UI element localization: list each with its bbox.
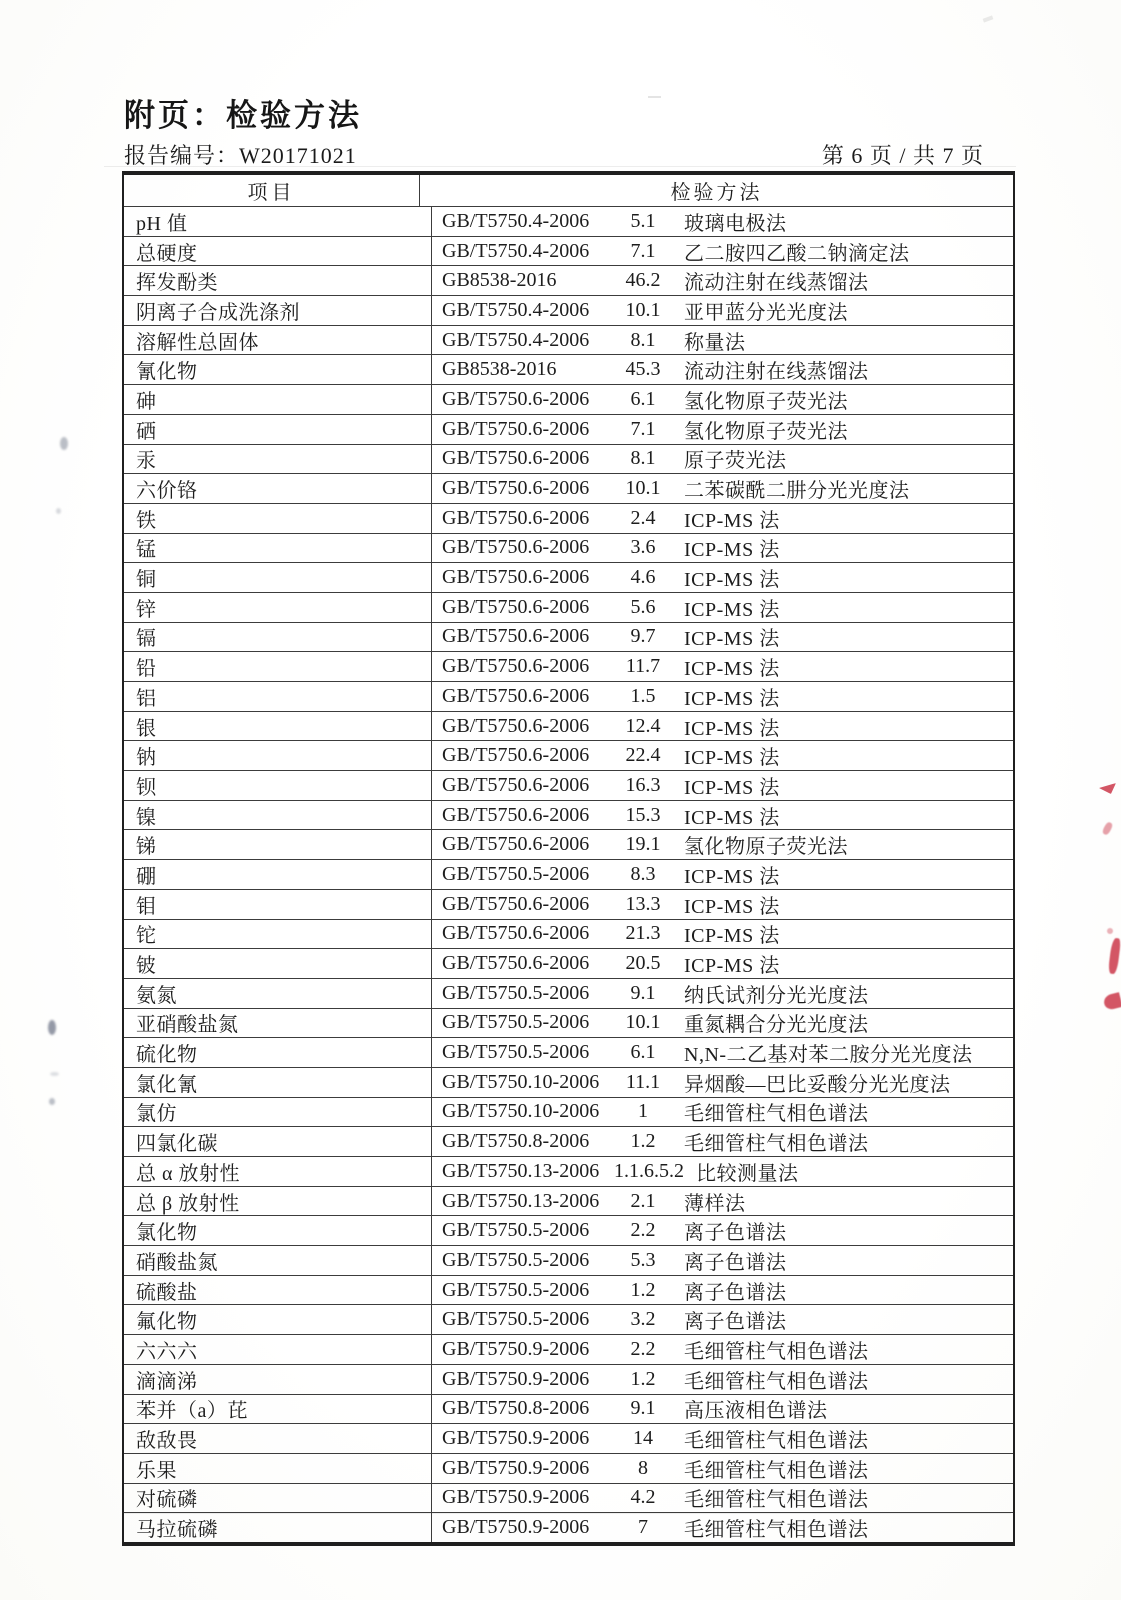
item-cell: 镍 (124, 801, 432, 830)
method-name: 毛细管柱气相色谱法 (684, 1459, 869, 1482)
table-row (124, 770, 1013, 800)
method-name: 玻璃电极法 (684, 212, 787, 235)
method-cell (432, 830, 1013, 859)
table-row (124, 1423, 1013, 1453)
table-row (124, 206, 1013, 236)
method-name: 氢化物原子荧光法 (684, 836, 848, 859)
method-cell (432, 296, 1013, 325)
item-cell: 氟化物 (124, 1305, 432, 1334)
table-row (124, 354, 1013, 384)
method-cell (432, 979, 1013, 1008)
standard-ref: GB/T5750.5-2006 (442, 1011, 590, 1034)
inspection-methods-table (122, 171, 1015, 1546)
method-name: ICP-MS 法 (684, 687, 780, 710)
item-cell: 硫化物 (124, 1038, 432, 1067)
clause-number: 45.3 (625, 358, 661, 381)
item-cell: 挥发酚类 (124, 266, 432, 295)
method-name: 氢化物原子荧光法 (684, 420, 848, 443)
clause-number: 8.1 (630, 447, 656, 470)
method-name: ICP-MS 法 (684, 955, 780, 978)
method-name: 薄样法 (684, 1192, 746, 1215)
standard-ref: GB/T5750.5-2006 (442, 1041, 590, 1064)
standard-ref: GB/T5750.6-2006 (442, 417, 590, 440)
standard-ref: GB/T5750.9-2006 (442, 1516, 590, 1539)
method-name: 高压液相色谱法 (684, 1400, 828, 1423)
table-row (124, 1364, 1013, 1394)
pencil-mark-1 (60, 437, 68, 450)
item-cell: 锌 (124, 593, 432, 622)
pencil-mark-3 (48, 1020, 56, 1035)
clause-number: 11.1 (625, 1070, 661, 1093)
item-cell: 亚硝酸盐氮 (124, 1009, 432, 1038)
method-cell (432, 1276, 1013, 1305)
method-cell (432, 1394, 1013, 1423)
standard-ref: GB/T5750.6-2006 (442, 536, 590, 559)
method-name: ICP-MS 法 (684, 717, 780, 740)
clause-number: 8.1 (630, 328, 656, 351)
scan-ghost-line-bottom (122, 1512, 1011, 1514)
item-cell: 钠 (124, 741, 432, 770)
standard-ref: GB/T5750.5-2006 (442, 1308, 590, 1331)
method-cell (432, 919, 1013, 948)
method-cell (432, 1424, 1013, 1453)
method-cell (432, 1513, 1013, 1542)
clause-number: 9.1 (630, 981, 656, 1004)
table-row (124, 859, 1013, 889)
table-row (124, 533, 1013, 563)
clause-number: 9.7 (630, 625, 656, 648)
clause-number: 3.6 (630, 536, 656, 559)
clause-number: 20.5 (625, 952, 661, 975)
standard-ref: GB8538-2016 (442, 269, 557, 292)
clause-number: 6.1 (630, 1041, 656, 1064)
standard-ref: GB/T5750.5-2006 (442, 862, 590, 885)
table-row (124, 503, 1013, 533)
item-cell: 总硬度 (124, 237, 432, 266)
item-cell: 六六六 (124, 1335, 432, 1364)
item-cell: 氯化物 (124, 1216, 432, 1245)
table-row (124, 1126, 1013, 1156)
clause-number: 6.1 (630, 387, 656, 410)
clause-number: 4.6 (630, 566, 656, 589)
method-name: 毛细管柱气相色谱法 (684, 1103, 869, 1126)
item-cell: 钡 (124, 771, 432, 800)
method-name: 流动注射在线蒸馏法 (684, 361, 869, 384)
method-cell (432, 504, 1013, 533)
table-row (124, 919, 1013, 949)
standard-ref: GB/T5750.4-2006 (442, 239, 590, 262)
method-cell (432, 741, 1013, 770)
clause-number: 15.3 (625, 803, 661, 826)
item-cell: 氨氮 (124, 979, 432, 1008)
method-name: ICP-MS 法 (684, 806, 780, 829)
method-name: ICP-MS 法 (684, 925, 780, 948)
method-name: 离子色谱法 (684, 1311, 787, 1334)
method-name: 异烟酸—巴比妥酸分光光度法 (684, 1073, 951, 1096)
table-row (124, 681, 1013, 711)
item-cell: 砷 (124, 385, 432, 414)
standard-ref: GB/T5750.5-2006 (442, 1219, 590, 1242)
method-cell (432, 533, 1013, 562)
item-cell: 对硫磷 (124, 1484, 432, 1513)
page-number-indicator: 第 6 页 / 共 7 页 (821, 143, 984, 168)
table-row (124, 1037, 1013, 1067)
table-row (124, 325, 1013, 355)
standard-ref: GB/T5750.8-2006 (442, 1130, 590, 1153)
clause-number: 9.1 (630, 1397, 656, 1420)
clause-number: 7.1 (630, 417, 656, 440)
standard-ref: GB/T5750.6-2006 (442, 625, 590, 648)
standard-ref: GB/T5750.10-2006 (442, 1070, 600, 1093)
standard-ref: GB/T5750.5-2006 (442, 1278, 590, 1301)
item-cell: 银 (124, 712, 432, 741)
standard-ref: GB/T5750.13-2006 (442, 1189, 600, 1212)
method-cell (432, 1097, 1013, 1126)
scan-smudge-title (648, 96, 661, 98)
clause-number: 14 (633, 1427, 653, 1450)
standard-ref: GB/T5750.9-2006 (442, 1427, 590, 1450)
table-row (124, 1245, 1013, 1275)
clause-number: 2.2 (630, 1337, 656, 1360)
table-row (124, 889, 1013, 919)
item-cell: 苯并（a）芘 (124, 1395, 432, 1424)
clause-number: 21.3 (625, 922, 661, 945)
standard-ref: GB/T5750.4-2006 (442, 298, 590, 321)
item-cell: 铝 (124, 682, 432, 711)
method-name: 重氮耦合分光光度法 (684, 1014, 869, 1037)
method-cell (432, 266, 1013, 295)
method-name: 亚甲蓝分光光度法 (684, 301, 848, 324)
table-header-row (124, 175, 1013, 206)
method-cell (432, 355, 1013, 384)
method-cell (432, 1483, 1013, 1512)
method-name: ICP-MS 法 (684, 658, 780, 681)
red-stamp-fragment-3 (1107, 928, 1113, 934)
clause-number: 7.1 (630, 239, 656, 262)
standard-ref: GB/T5750.13-2006 (442, 1159, 600, 1182)
standard-ref: GB/T5750.6-2006 (442, 714, 590, 737)
method-name: 毛细管柱气相色谱法 (684, 1489, 869, 1512)
standard-ref: GB/T5750.5-2006 (442, 981, 590, 1004)
method-name: ICP-MS 法 (684, 509, 780, 532)
table-row (124, 473, 1013, 503)
method-cell (432, 1305, 1013, 1334)
table-row (124, 414, 1013, 444)
table-row (124, 1008, 1013, 1038)
method-name: 纳氏试剂分光光度法 (684, 984, 869, 1007)
clause-number: 7 (638, 1516, 648, 1539)
methods-table-body (124, 206, 1013, 1542)
table-row (124, 1512, 1013, 1542)
table-row (124, 1186, 1013, 1216)
clause-number: 2.4 (630, 506, 656, 529)
standard-ref: GB/T5750.6-2006 (442, 684, 590, 707)
standard-ref: GB/T5750.6-2006 (442, 773, 590, 796)
method-cell (432, 1187, 1013, 1216)
method-cell (432, 1335, 1013, 1364)
table-row (124, 948, 1013, 978)
standard-ref: GB/T5750.6-2006 (442, 922, 590, 945)
table-row (124, 1334, 1013, 1364)
standard-ref: GB/T5750.5-2006 (442, 1248, 590, 1271)
table-row (124, 384, 1013, 414)
clause-number: 1.2 (630, 1367, 656, 1390)
clause-number: 10.1 (625, 1011, 661, 1034)
method-cell (432, 1038, 1013, 1067)
method-name: 原子荧光法 (684, 450, 787, 473)
standard-ref: GB/T5750.6-2006 (442, 447, 590, 470)
clause-number: 4.2 (630, 1486, 656, 1509)
table-row (124, 444, 1013, 474)
item-cell: 氯仿 (124, 1098, 432, 1127)
pencil-mark-2 (56, 508, 61, 514)
standard-ref: GB/T5750.6-2006 (442, 833, 590, 856)
method-cell (432, 1246, 1013, 1275)
clause-number: 1.2 (630, 1130, 656, 1153)
table-row (124, 295, 1013, 325)
method-cell (432, 326, 1013, 355)
header-method-column: 检验方法 (670, 182, 763, 204)
item-cell: 锑 (124, 830, 432, 859)
method-name: ICP-MS 法 (684, 598, 780, 621)
item-cell: 滴滴涕 (124, 1365, 432, 1394)
method-name: 离子色谱法 (684, 1281, 787, 1304)
standard-ref: GB/T5750.6-2006 (442, 595, 590, 618)
method-cell (432, 1365, 1013, 1394)
item-cell: 氰化物 (124, 355, 432, 384)
standard-ref: GB/T5750.4-2006 (442, 209, 590, 232)
report-number: 报告编号：W20171021 (124, 143, 357, 168)
standard-ref: GB/T5750.6-2006 (442, 655, 590, 678)
clause-number: 11.7 (625, 655, 661, 678)
method-name: ICP-MS 法 (684, 539, 780, 562)
clause-number: 8 (638, 1456, 648, 1479)
standard-ref: GB/T5750.9-2006 (442, 1367, 590, 1390)
item-cell: 总 β 放射性 (124, 1187, 432, 1216)
table-row (124, 622, 1013, 652)
clause-number: 22.4 (625, 744, 661, 767)
clause-number: 1 (638, 1100, 648, 1123)
clause-number: 12.4 (625, 714, 661, 737)
method-name: ICP-MS 法 (684, 776, 780, 799)
method-name: ICP-MS 法 (684, 628, 780, 651)
item-cell: 硒 (124, 415, 432, 444)
standard-ref: GB/T5750.9-2006 (442, 1456, 590, 1479)
table-row (124, 1275, 1013, 1305)
method-cell (432, 1127, 1013, 1156)
table-row (124, 651, 1013, 681)
method-cell (432, 652, 1013, 681)
clause-number: 5.6 (630, 595, 656, 618)
standard-ref: GB/T5750.6-2006 (442, 744, 590, 767)
standard-ref: GB/T5750.6-2006 (442, 566, 590, 589)
method-name: 离子色谱法 (684, 1222, 787, 1245)
clause-number: 19.1 (625, 833, 661, 856)
item-cell: pH 值 (124, 207, 432, 236)
method-cell (432, 949, 1013, 978)
clause-number: 16.3 (625, 773, 661, 796)
method-cell (432, 474, 1013, 503)
method-cell (432, 860, 1013, 889)
table-row (124, 562, 1013, 592)
clause-number: 8.3 (630, 862, 656, 885)
item-cell: 硝酸盐氮 (124, 1246, 432, 1275)
method-name: 乙二胺四乙酸二钠滴定法 (684, 242, 910, 265)
item-cell: 铁 (124, 504, 432, 533)
method-cell (432, 682, 1013, 711)
item-cell: 六价铬 (124, 474, 432, 503)
table-row (124, 1453, 1013, 1483)
method-cell (432, 207, 1013, 236)
table-row (124, 978, 1013, 1008)
item-cell: 四氯化碳 (124, 1127, 432, 1156)
method-cell (432, 237, 1013, 266)
item-cell: 锰 (124, 534, 432, 563)
standard-ref: GB/T5750.8-2006 (442, 1397, 590, 1420)
item-cell: 敌敌畏 (124, 1424, 432, 1453)
header-item-column: 项目 (124, 175, 420, 206)
item-cell: 汞 (124, 445, 432, 474)
standard-ref: GB/T5750.6-2006 (442, 952, 590, 975)
table-row (124, 1067, 1013, 1097)
standard-ref: GB/T5750.6-2006 (442, 387, 590, 410)
method-name: 毛细管柱气相色谱法 (684, 1370, 869, 1393)
scan-ghost-line-top (104, 166, 1016, 167)
method-cell (432, 622, 1013, 651)
method-cell (432, 890, 1013, 919)
method-name: 毛细管柱气相色谱法 (684, 1430, 869, 1453)
table-row (124, 1304, 1013, 1334)
clause-number: 10.1 (625, 298, 661, 321)
method-cell (432, 415, 1013, 444)
method-name: 氢化物原子荧光法 (684, 390, 848, 413)
clause-number: 3.2 (630, 1308, 656, 1331)
item-cell: 氯化氰 (124, 1068, 432, 1097)
standard-ref: GB/T5750.4-2006 (442, 328, 590, 351)
item-cell: 溶解性总固体 (124, 326, 432, 355)
table-row (124, 1097, 1013, 1127)
clause-number: 13.3 (625, 892, 661, 915)
table-row (124, 800, 1013, 830)
method-name: 离子色谱法 (684, 1251, 787, 1274)
table-row (124, 711, 1013, 741)
table-row (124, 592, 1013, 622)
method-cell (432, 593, 1013, 622)
page-title: 附页：检验方法 (124, 98, 362, 133)
method-cell (432, 563, 1013, 592)
method-name: 二苯碳酰二肼分光光度法 (684, 480, 910, 503)
method-cell (432, 385, 1013, 414)
standard-ref: GB/T5750.6-2006 (442, 477, 590, 500)
table-row (124, 1215, 1013, 1245)
standard-ref: GB/T5750.10-2006 (442, 1100, 600, 1123)
clause-number: 2.1 (630, 1189, 656, 1212)
method-name: N,N-二乙基对苯二胺分光光度法 (684, 1044, 973, 1067)
method-cell (432, 1008, 1013, 1037)
method-cell (432, 771, 1013, 800)
item-cell: 镉 (124, 623, 432, 652)
table-row (124, 1394, 1013, 1424)
standard-ref: GB/T5750.9-2006 (442, 1337, 590, 1360)
item-cell: 铊 (124, 920, 432, 949)
method-cell (432, 1068, 1013, 1097)
clause-number: 46.2 (625, 269, 661, 292)
item-cell: 铜 (124, 563, 432, 592)
standard-ref: GB/T5750.6-2006 (442, 506, 590, 529)
table-row (124, 1483, 1013, 1513)
method-name: ICP-MS 法 (684, 895, 780, 918)
item-cell: 马拉硫磷 (124, 1513, 432, 1542)
method-name: 比较测量法 (696, 1162, 799, 1185)
item-cell: 阴离子合成洗涤剂 (124, 296, 432, 325)
method-cell (432, 444, 1013, 473)
item-cell: 铍 (124, 949, 432, 978)
clause-number: 1.5 (630, 684, 656, 707)
method-cell (432, 1157, 1013, 1186)
method-cell (432, 1216, 1013, 1245)
item-cell: 硫酸盐 (124, 1276, 432, 1305)
item-cell: 硼 (124, 860, 432, 889)
table-row (124, 1156, 1013, 1186)
pencil-mark-4 (50, 1072, 59, 1076)
clause-number: 1.2 (630, 1278, 656, 1301)
method-cell (432, 712, 1013, 741)
method-cell (432, 801, 1013, 830)
method-name: 毛细管柱气相色谱法 (684, 1519, 869, 1542)
clause-number: 2.2 (630, 1219, 656, 1242)
method-name: 毛细管柱气相色谱法 (684, 1133, 869, 1156)
item-cell: 总 α 放射性 (124, 1157, 432, 1186)
method-cell (432, 1454, 1013, 1483)
standard-ref: GB/T5750.6-2006 (442, 892, 590, 915)
table-row (124, 740, 1013, 770)
standard-ref: GB/T5750.6-2006 (442, 803, 590, 826)
method-name: ICP-MS 法 (684, 865, 780, 888)
table-row (124, 236, 1013, 266)
pencil-mark-5 (49, 1098, 55, 1105)
method-name: 毛细管柱气相色谱法 (684, 1340, 869, 1363)
item-cell: 乐果 (124, 1454, 432, 1483)
method-name: 流动注射在线蒸馏法 (684, 272, 869, 295)
method-name: 称量法 (684, 331, 746, 354)
table-row (124, 265, 1013, 295)
method-name: ICP-MS 法 (684, 747, 780, 770)
standard-ref: GB8538-2016 (442, 358, 557, 381)
clause-number: 1.1.6.5.2 (614, 1159, 684, 1182)
item-cell: 钼 (124, 890, 432, 919)
table-row (124, 829, 1013, 859)
clause-number: 5.1 (630, 209, 656, 232)
method-name: ICP-MS 法 (684, 569, 780, 592)
clause-number: 10.1 (625, 477, 661, 500)
item-cell: 铅 (124, 652, 432, 681)
clause-number: 5.3 (630, 1248, 656, 1271)
standard-ref: GB/T5750.9-2006 (442, 1486, 590, 1509)
